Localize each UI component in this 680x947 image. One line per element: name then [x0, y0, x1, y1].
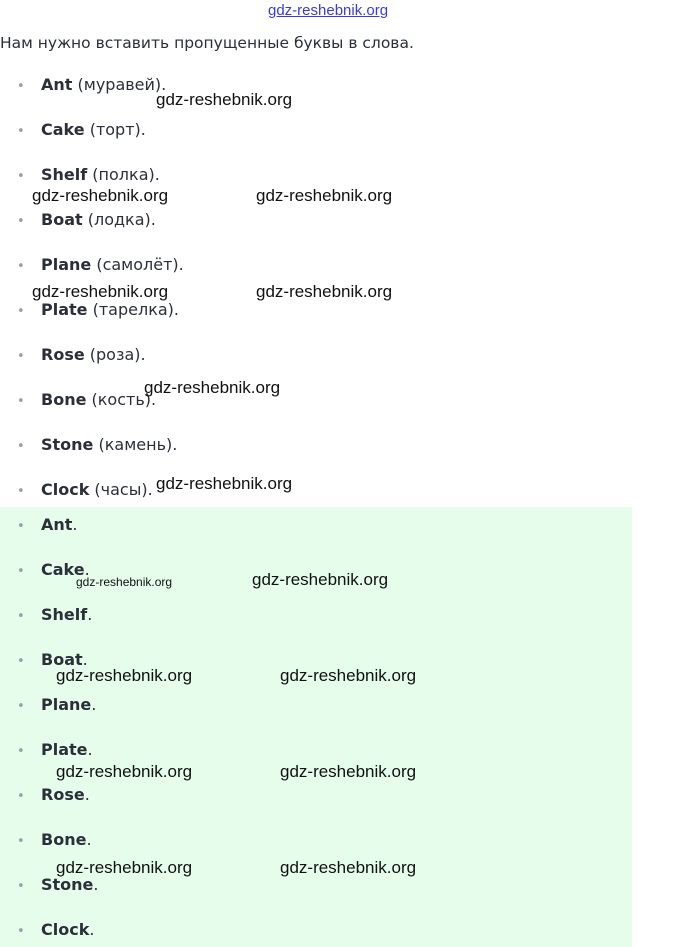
- bullet-icon: •: [17, 484, 25, 499]
- watermark: gdz-reshebnik.org: [256, 282, 393, 301]
- watermark: gdz-reshebnik.org: [280, 762, 417, 781]
- bullet-icon: •: [17, 564, 25, 579]
- watermark: gdz-reshebnik.org: [252, 570, 389, 589]
- list-item: • Plane.: [17, 694, 96, 716]
- watermark: gdz-reshebnik.org: [280, 666, 417, 685]
- list-item: • Plane (самолёт).: [17, 254, 184, 276]
- list-item: • Shelf (полка).: [17, 164, 160, 186]
- watermark: gdz-reshebnik.org: [156, 474, 293, 493]
- watermark: gdz-reshebnik.org: [156, 90, 293, 109]
- watermark: gdz-reshebnik.org: [256, 186, 393, 205]
- bullet-icon: •: [17, 654, 25, 669]
- watermark: gdz-reshebnik.org: [56, 666, 193, 685]
- bullet-icon: •: [17, 744, 25, 759]
- bullet-icon: •: [17, 699, 25, 714]
- bullet-icon: •: [17, 394, 25, 409]
- bullet-icon: •: [17, 519, 25, 534]
- bullet-icon: •: [17, 304, 25, 319]
- list-item: • Clock.: [17, 919, 94, 941]
- list-item: • Cake (торт).: [17, 119, 146, 141]
- bullet-icon: •: [17, 124, 25, 139]
- list-item: • Plate (тарелка).: [17, 299, 179, 321]
- list-item: • Boat (лодка).: [17, 209, 156, 231]
- list-item: • Clock (часы).: [17, 479, 153, 501]
- bullet-icon: •: [17, 609, 25, 624]
- list-item: • Boat.: [17, 649, 88, 671]
- list-item: • Ant (муравей).: [17, 74, 166, 96]
- list-item: • Ant.: [17, 514, 78, 536]
- bullet-icon: •: [17, 214, 25, 229]
- watermark: gdz-reshebnik.org: [56, 762, 193, 781]
- watermark: gdz-reshebnik.org: [76, 575, 173, 589]
- bullet-icon: •: [17, 259, 25, 274]
- task-intro: Нам нужно вставить пропущенные буквы в слова.: [0, 34, 414, 52]
- watermark: gdz-reshebnik.org: [56, 858, 193, 877]
- bullet-icon: •: [17, 924, 25, 939]
- bullet-icon: •: [17, 789, 25, 804]
- bullet-icon: •: [17, 349, 25, 364]
- list-item: • Cake.: [17, 559, 90, 581]
- list-item: • Stone.: [17, 874, 99, 896]
- list-item: • Shelf.: [17, 604, 92, 626]
- list-item: • Plate.: [17, 739, 93, 761]
- watermark: gdz-reshebnik.org: [144, 378, 281, 397]
- bullet-icon: •: [17, 79, 25, 94]
- bullet-icon: •: [17, 834, 25, 849]
- bullet-icon: •: [17, 439, 25, 454]
- list-item: • Rose (роза).: [17, 344, 146, 366]
- list-item: • Bone.: [17, 829, 92, 851]
- list-item: • Bone (кость).: [17, 389, 156, 411]
- site-link[interactable]: gdz-reshebnik.org: [268, 2, 389, 19]
- watermark: gdz-reshebnik.org: [32, 282, 169, 301]
- bullet-icon: •: [17, 879, 25, 894]
- watermark: gdz-reshebnik.org: [32, 186, 169, 205]
- watermark: gdz-reshebnik.org: [280, 858, 417, 877]
- list-item: • Rose.: [17, 784, 90, 806]
- list-item: • Stone (камень).: [17, 434, 177, 456]
- bullet-icon: •: [17, 169, 25, 184]
